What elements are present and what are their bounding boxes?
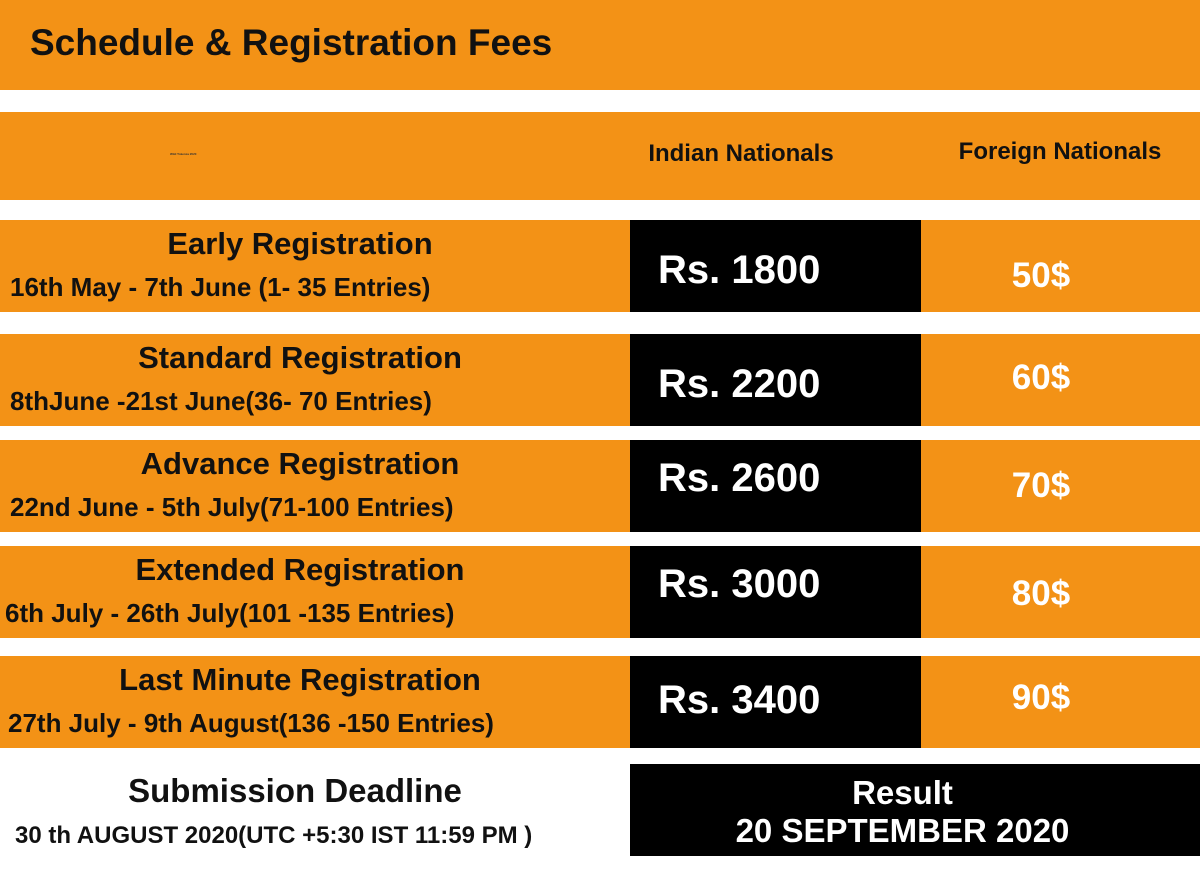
indian-fee-cell <box>630 546 921 638</box>
indian-fee: Rs. 2200 <box>658 362 821 406</box>
foreign-fee: 60$ <box>1011 358 1071 397</box>
foreign-fee: 80$ <box>1011 574 1071 613</box>
result-box <box>630 764 1200 856</box>
tier-dates: 16th May - 7th June (1- 35 Entries) <box>10 272 431 302</box>
fee-row-last-minute <box>0 656 630 748</box>
foreign-fee-cell <box>921 334 1200 426</box>
fee-row-early <box>0 220 630 312</box>
tier-name: Early Registration <box>167 226 433 261</box>
indian-fee: Rs. 3000 <box>658 562 821 606</box>
tier-dates: 22nd June - 5th July(71-100 Entries) <box>10 492 454 522</box>
tier-name: Last Minute Registration <box>119 662 481 697</box>
title-banner <box>0 0 1200 90</box>
tier-dates: 8thJune -21st June(36- 70 Entries) <box>10 386 432 416</box>
submission-deadline-label: Submission Deadline <box>128 772 462 809</box>
tier-name: Advance Registration <box>140 446 460 481</box>
indian-fee: Rs. 3400 <box>658 678 821 722</box>
tier-dates: 27th July - 9th August(136 -150 Entries) <box>8 708 494 738</box>
column-header-indian: Indian Nationals <box>648 140 834 167</box>
fee-row-extended <box>0 546 630 638</box>
page-title: Schedule & Registration Fees <box>30 22 553 63</box>
indian-fee-cell <box>630 440 921 532</box>
foreign-fee: 50$ <box>1011 256 1071 295</box>
fee-row-advance <box>0 440 630 532</box>
result-date: 20 SEPTEMBER 2020 <box>735 812 1070 849</box>
foreign-fee-cell <box>921 440 1200 532</box>
foreign-fee: 70$ <box>1011 466 1071 505</box>
tier-name: Extended Registration <box>135 552 465 587</box>
tier-name: Standard Registration <box>138 340 462 375</box>
fee-row-standard <box>0 334 630 426</box>
foreign-fee-cell <box>921 546 1200 638</box>
indian-fee-cell <box>630 220 921 312</box>
foreign-fee-cell <box>921 220 1200 312</box>
indian-fee: Rs. 1800 <box>658 248 821 292</box>
submission-deadline-date: 30 th AUGUST 2020(UTC +5:30 IST 11:59 PM ) <box>15 822 533 849</box>
indian-fee-cell <box>630 656 921 748</box>
column-header-foreign: Foreign Nationals <box>958 138 1162 165</box>
header-tiny-text: Wild Tokenza 2020 <box>170 152 197 156</box>
result-label: Result <box>852 774 953 811</box>
indian-fee-cell <box>630 334 921 426</box>
table-header <box>0 112 1200 200</box>
foreign-fee: 90$ <box>1011 678 1071 717</box>
foreign-fee-cell <box>921 656 1200 748</box>
indian-fee: Rs. 2600 <box>658 456 821 500</box>
tier-dates: 6th July - 26th July(101 -135 Entries) <box>5 598 455 628</box>
